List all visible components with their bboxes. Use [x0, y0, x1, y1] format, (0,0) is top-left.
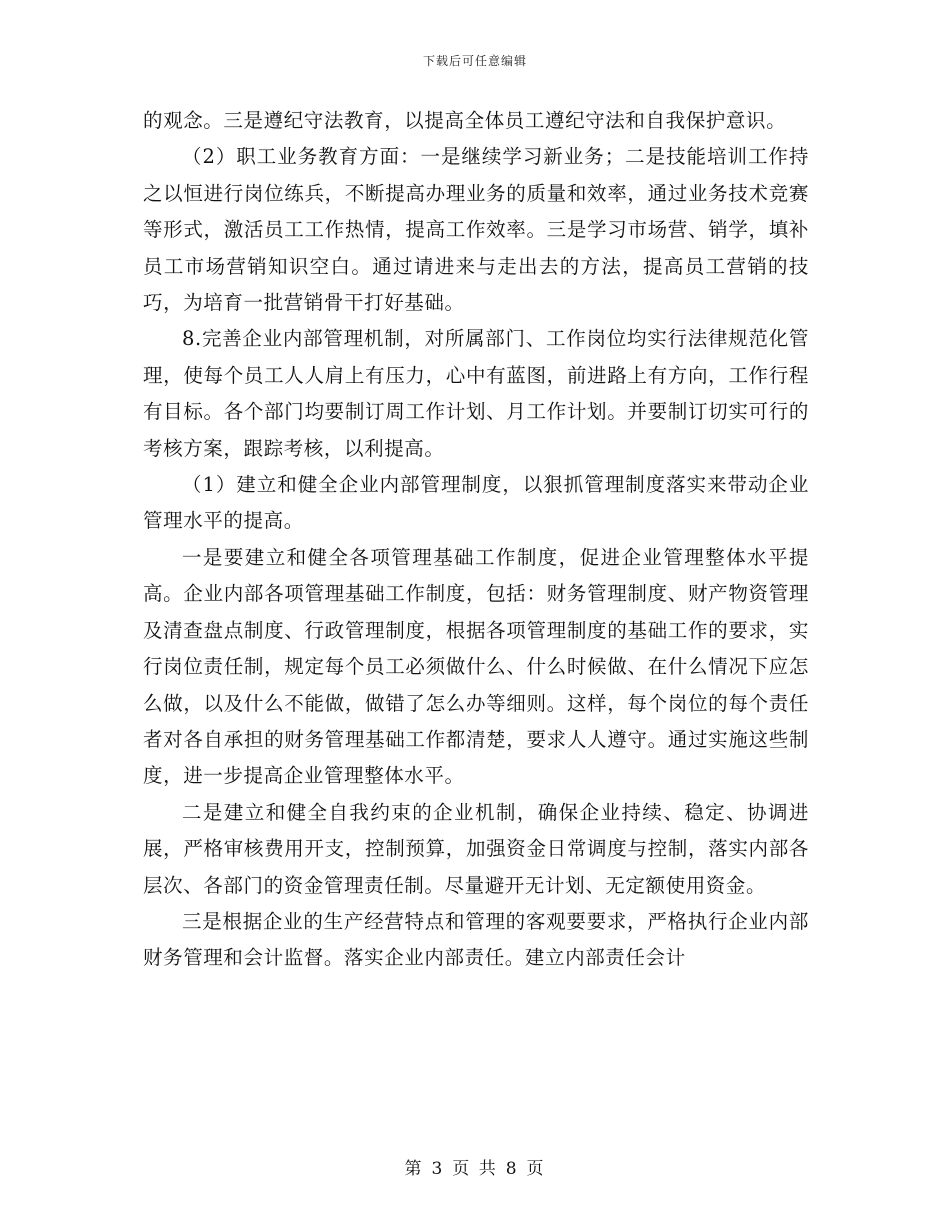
total-pages-number: 8	[505, 1159, 519, 1179]
paragraph-7: 三是根据企业的生产经营特点和管理的客观要要求，严格执行企业内部财务管理和会计监督。落实企业内部责任。建立内部责任会计	[143, 909, 809, 970]
current-page-number: 3	[431, 1159, 445, 1179]
page-footer	[0, 1154, 950, 1179]
footer-prefix: 第	[404, 1159, 424, 1179]
paragraph-1: 的观念。三是遵纪守法教育，以提高全体员工遵纪守法和自我保护意识。	[143, 109, 787, 132]
paragraph-4: （1）建立和健全企业内部管理制度，以狠抓管理制度落实来带动企业管理水平的提高。	[143, 473, 809, 533]
paragraph-5: 一是要建立和健全各项管理基础工作制度，促进企业管理整体水平提高。企业内部各项管理基础工作制度，包括：财务管理制度、财产物资管理及清查盘点制度、行政管理制度，根据各项管理制度的基础工作的要求，实行岗位责任制，规定每个员工必须做什么、什么时候做、在什么情况下应怎么做，以及什么不能做，做错了怎么办等细则。这样，每个岗位的每个责任者对各自承担的财务管理基础工作都清楚，要求人人遵守。通过实施这些制度，进一步提高企业管理整体水平。	[143, 545, 809, 788]
footer-suffix: 页	[526, 1159, 546, 1179]
paragraph-3: 8.完善企业内部管理机制，对所属部门、工作岗位均实行法律规范化管理，使每个员工人人肩上有压力，心中有蓝图，前进路上有方向，工作行程有目标。各个部门均要制订周工作计划、月工作计划。并要制订切实可行的考核方案，跟踪考核，以利提高。	[143, 327, 809, 460]
paragraph-6: 二是建立和健全自我约束的企业机制，确保企业持续、稳定、协调进展，严格审核费用开支，控制预算，加强资金日常调度与控制，落实内部各层次、各部门的资金管理责任制。尽量避开无计划、无定额使用资金。	[143, 800, 809, 897]
paragraph-2: （2）职工业务教育方面：一是继续学习新业务；二是技能培训工作持之以恒进行岗位练兵，不断提高办理业务的质量和效率，通过业务技术竞赛等形式，激活员工工作热情，提高工作效率。三是学习市场营、销学，填补员工市场营销知识空白。通过请进来与走出去的方法，提高员工营销的技巧，为培育一批营销骨干打好基础。	[143, 145, 809, 315]
footer-middle: 页 共	[452, 1159, 498, 1179]
document-body	[143, 103, 809, 977]
page-header: 下载后可任意编辑	[422, 54, 527, 68]
